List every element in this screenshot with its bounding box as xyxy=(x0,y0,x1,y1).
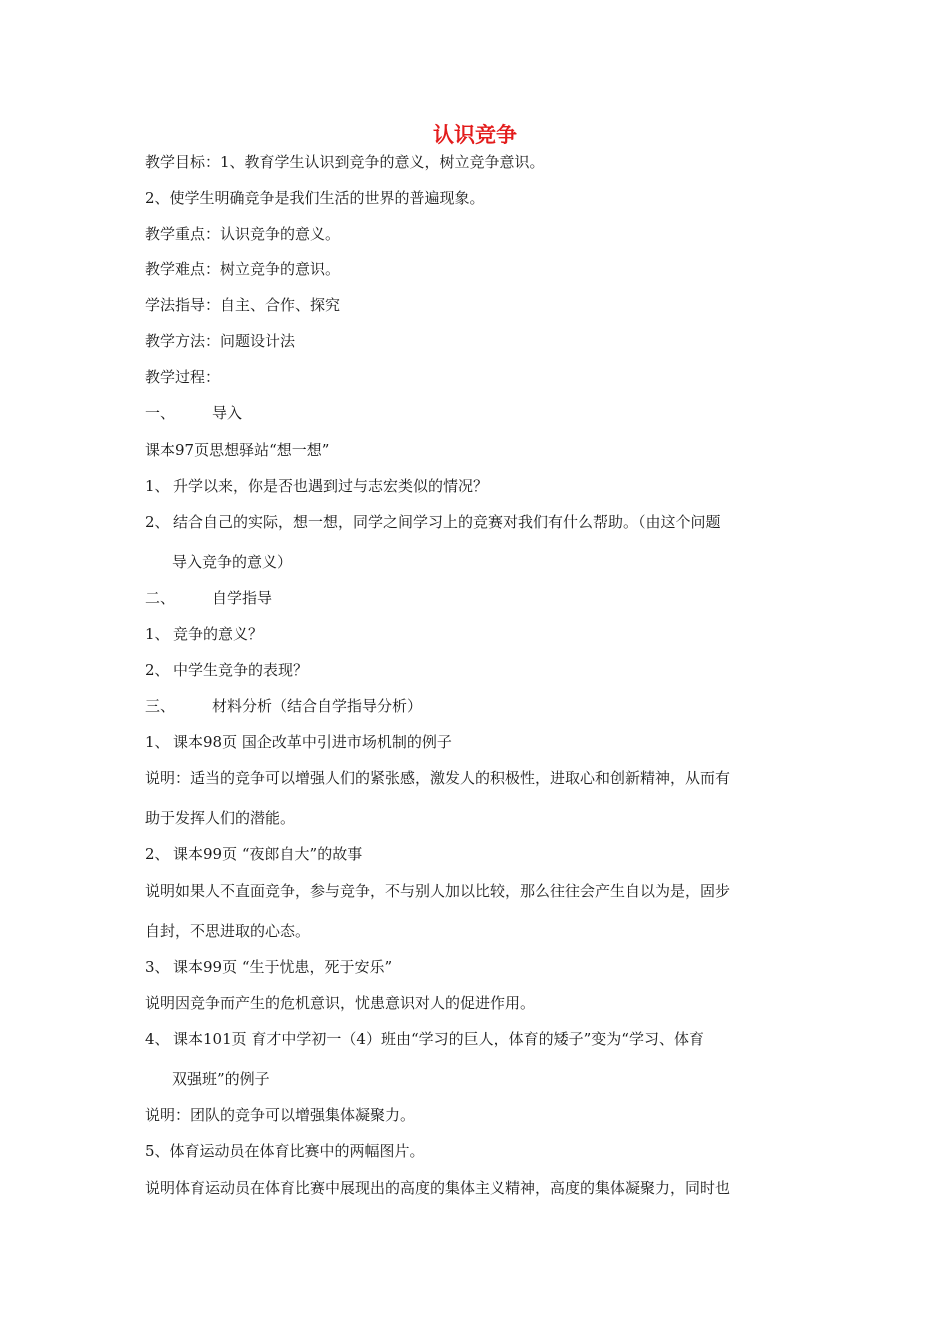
difficulty-line: 教学难点：树立竞争的意识。 xyxy=(145,260,341,278)
list-item xyxy=(145,475,815,497)
paragraph: 课本97页思想驿站“想一想” xyxy=(145,441,330,459)
list-text: 升学以来，你是否也遇到过与志宏类似的情况？ xyxy=(173,477,489,495)
key-point-line: 教学重点：认识竞争的意义。 xyxy=(145,225,341,243)
teaching-goal-line-2: 2、使学生明确竞争是我们生活的世界的普遍现象。 xyxy=(145,189,485,207)
list-item xyxy=(145,1028,815,1050)
list-text: 结合自己的实际，想一想，同学之间学习上的竞赛对我们有什么帮助。（由这个问题 xyxy=(173,513,721,531)
document-title: 认识竞争 xyxy=(433,123,517,147)
study-guide-line: 学法指导：自主、合作、探究 xyxy=(145,296,341,314)
list-item xyxy=(145,623,815,645)
paragraph: 说明因竞争而产生的危机意识，忧患意识对人的促进作用。 xyxy=(145,994,536,1012)
teaching-process-line: 教学过程： xyxy=(145,368,221,386)
paragraph: 说明：适当的竞争可以增强人们的紧张感，激发人的积极性，进取心和创新精神，从而有 xyxy=(145,769,731,787)
paragraph: 说明如果人不直面竞争，参与竞争，不与别人加以比较，那么往往会产生自以为是，固步 xyxy=(145,882,731,900)
list-item xyxy=(145,843,815,865)
list-number: 1、 xyxy=(145,733,170,751)
list-number: 4、 xyxy=(145,1030,170,1048)
list-text: 竞争的意义？ xyxy=(173,625,264,643)
section-heading xyxy=(145,402,815,424)
section-number: 二、 xyxy=(145,589,176,607)
section-text: 导入 xyxy=(212,404,243,422)
list-text: 课本99页 “夜郎自大”的故事 xyxy=(173,845,363,863)
paragraph-continuation: 自封，不思进取的心态。 xyxy=(145,922,311,940)
list-item xyxy=(145,731,815,753)
list-item xyxy=(145,956,815,978)
list-number: 1、 xyxy=(145,625,170,643)
section-text: 材料分析（结合自学指导分析） xyxy=(212,697,423,715)
list-text: 中学生竞争的表现？ xyxy=(173,661,309,679)
list-number: 3、 xyxy=(145,958,170,976)
section-number: 一、 xyxy=(145,404,176,422)
list-item xyxy=(145,659,815,681)
section-heading xyxy=(145,587,815,609)
list-text: 课本99页 “生于忧患，死于安乐” xyxy=(173,958,393,976)
list-item-continuation: 双强班”的例子 xyxy=(172,1070,270,1088)
teaching-goal-line: 教学目标：1、教育学生认识到竞争的意义，树立竞争意识。 xyxy=(145,153,545,171)
list-number: 2、 xyxy=(145,845,170,863)
teaching-method-line: 教学方法：问题设计法 xyxy=(145,332,296,350)
list-text: 课本98页 国企改革中引进市场机制的例子 xyxy=(173,733,452,751)
section-number: 三、 xyxy=(145,697,176,715)
paragraph-continuation: 助于发挥人们的潜能。 xyxy=(145,809,296,827)
list-text: 课本101页 育才中学初一（4）班由“学习的巨人，体育的矮子”变为“学习、体育 xyxy=(173,1030,704,1048)
list-item-continuation: 导入竞争的意义） xyxy=(172,553,293,571)
list-number: 1、 xyxy=(145,477,170,495)
list-number: 2、 xyxy=(145,513,170,531)
list-number: 2、 xyxy=(145,661,170,679)
list-item xyxy=(145,511,815,533)
section-heading xyxy=(145,695,815,717)
paragraph: 说明体育运动员在体育比赛中展现出的高度的集体主义精神，高度的集体凝聚力，同时也 xyxy=(145,1179,731,1197)
paragraph: 5、体育运动员在体育比赛中的两幅图片。 xyxy=(145,1142,425,1160)
paragraph: 说明：团队的竞争可以增强集体凝聚力。 xyxy=(145,1106,416,1124)
section-text: 自学指导 xyxy=(212,589,273,607)
